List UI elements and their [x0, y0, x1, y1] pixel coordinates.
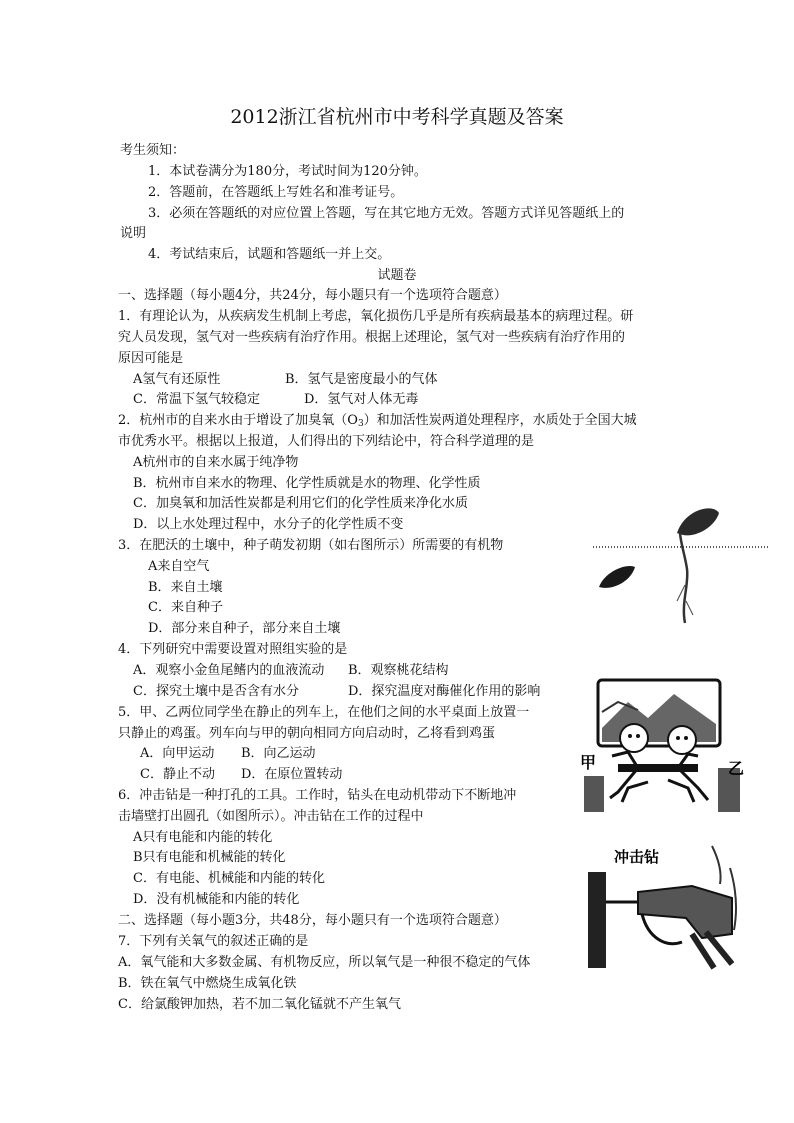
- notice-item: 4．考试结束后，试题和答题纸一并上交。: [148, 247, 391, 262]
- option-d: D．在原位置转动: [241, 767, 343, 782]
- question-text: 4．下列研究中需要设置对照组实验的是: [118, 642, 348, 657]
- option-b: B．观察桃花结构: [348, 663, 449, 678]
- option-c: C．静止不动: [140, 767, 215, 782]
- option-a: A．向甲运动: [140, 746, 215, 761]
- option-c: C．来自种子: [148, 600, 223, 615]
- question-text: 5．甲、乙两位同学坐在静止的列车上，在他们之间的水平桌面上放置一: [118, 705, 530, 720]
- option-a: A只有电能和内能的转化: [133, 830, 273, 845]
- figure-label-yi: 乙: [728, 759, 745, 778]
- option-a: A．氧气能和大多数金属、有机物反应，所以氧气是一种很不稳定的气体: [118, 955, 531, 970]
- question-text: 3．在肥沃的土壤中，种子萌发初期（如右图所示）所需要的有机物: [118, 538, 504, 553]
- question-text: 击墙壁打出圆孔（如图所示）。冲击钻在工作的过程中: [118, 809, 424, 824]
- option-b: B．来自土壤: [148, 580, 223, 595]
- option-b: B．铁在氧气中燃烧生成氧化铁: [118, 976, 297, 991]
- option-b: B．氢气是密度最小的气体: [285, 372, 438, 387]
- option-d: D．部分来自种子，部分来自土壤: [148, 621, 341, 636]
- section-heading: 一、选择题（每小题4分，共24分，每小题只有一个选项符合题意）: [118, 288, 507, 303]
- section-heading: 二、选择题（每小题3分，共48分，每小题只有一个选项符合题意）: [118, 913, 507, 928]
- notice-item: 2．答题前，在答题纸上写姓名和准考证号。: [148, 185, 404, 200]
- option-b: B只有电能和机械能的转化: [133, 850, 286, 865]
- question-text: 6．冲击钻是一种打孔的工具。工作时，钻头在电动机带动下不断地冲: [118, 788, 517, 803]
- option-a: A．观察小金鱼尾鳍内的血液流动: [133, 663, 325, 678]
- option-b: B．向乙运动: [241, 746, 316, 761]
- notice-item: 3．必须在答题纸的对应位置上答题，写在其它地方无效。答题方式详见答题纸上的: [148, 206, 625, 221]
- option-b: B．杭州市自来水的物理、化学性质就是水的物理、化学性质: [133, 476, 481, 491]
- option-c: C．有电能、机械能和内能的转化: [133, 871, 325, 886]
- question-text: 市优秀水平。根据以上报道，人们得出的下列结论中，符合科学道理的是: [118, 434, 535, 449]
- notice-heading: 考生须知：: [120, 143, 186, 158]
- option-a: A杭州市的自来水属于纯净物: [133, 455, 299, 470]
- option-d: D．没有机械能和内能的转化: [133, 892, 300, 907]
- seed-germination-figure: [585, 505, 775, 630]
- option-d: D．探究温度对酶催化作用的影响: [348, 684, 541, 699]
- paper-label: 试题卷: [377, 268, 417, 283]
- option-a: A来自空气: [148, 559, 210, 574]
- notice-item: 1．本试卷满分为180分，考试时间为120分钟。: [148, 164, 427, 179]
- question-text-part: ）和加活性炭两道处理程序，水质处于全国大城: [363, 413, 637, 428]
- question-text: 究人员发现，氢气对一些疾病有治疗作用。根据上述理论，氢气对一些疾病有治疗作用的: [118, 330, 626, 345]
- drill-label: 冲击钻: [614, 848, 660, 866]
- question-text: [118, 412, 637, 433]
- question-text: 原因可能是: [118, 351, 184, 366]
- impact-drill-figure: [582, 838, 742, 970]
- option-a: A氢气有还原性: [133, 372, 221, 387]
- option-d: D．氢气对人体无毒: [304, 392, 419, 407]
- notice-item: 说明: [120, 226, 147, 241]
- train-passengers-figure: [578, 672, 753, 822]
- subscript: 3: [357, 419, 364, 429]
- figure-label-jia: 甲: [580, 753, 597, 772]
- option-c: C．常温下氢气较稳定: [133, 392, 260, 407]
- question-text: 1．有理论认为，从疾病发生机制上考虑，氧化损伤几乎是所有疾病最基本的病理过程。研: [118, 309, 634, 324]
- option-c: C．加臭氧和加活性炭都是利用它们的化学性质来净化水质: [133, 496, 468, 511]
- question-text: 7．下列有关氧气的叙述正确的是: [118, 934, 309, 949]
- option-c: C．探究土壤中是否含有水分: [133, 684, 299, 699]
- option-c: C．给氯酸钾加热，若不加二氧化锰就不产生氧气: [118, 997, 401, 1012]
- question-text: 只静止的鸡蛋。列车向与甲的朝向相同方向启动时，乙将看到鸡蛋: [118, 726, 496, 741]
- option-d: D．以上水处理过程中，水分子的化学性质不变: [133, 517, 404, 532]
- page-title: 2012浙江省杭州市中考科学真题及答案: [230, 106, 564, 128]
- question-text-part: 2．杭州市的自来水由于增设了加臭氧（O: [118, 413, 358, 428]
